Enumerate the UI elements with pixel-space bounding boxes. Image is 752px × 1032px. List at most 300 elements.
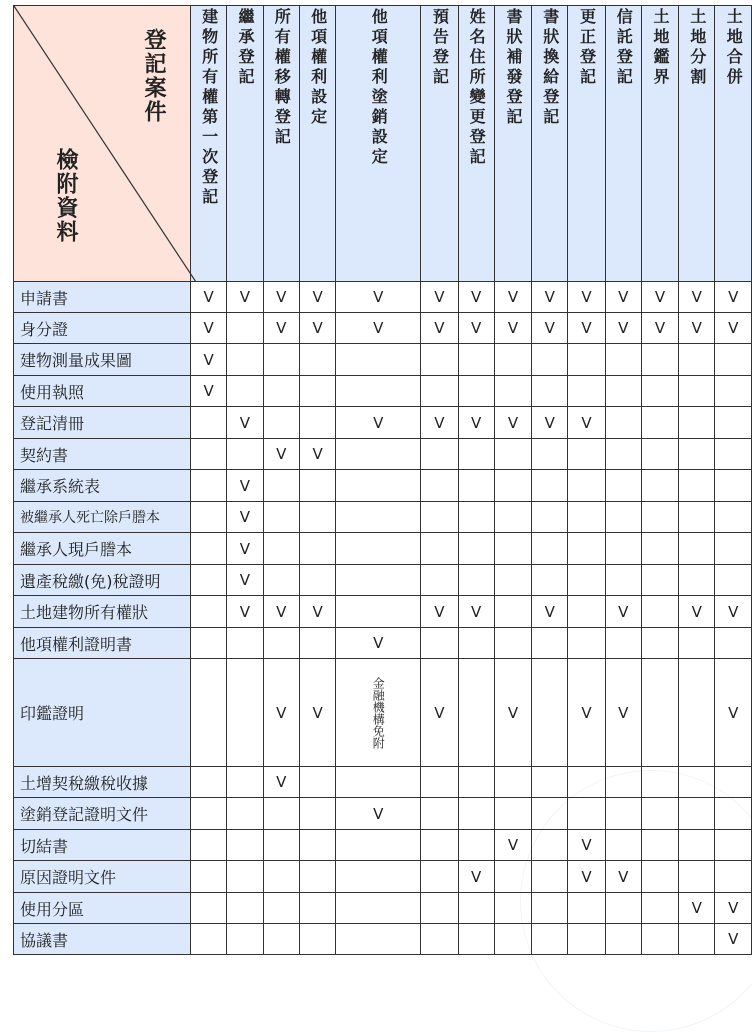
empty-cell (715, 565, 752, 596)
check-mark: V (421, 282, 458, 313)
check-mark: V (190, 282, 226, 313)
empty-cell (605, 407, 641, 439)
table-row (14, 596, 752, 628)
empty-cell (190, 470, 226, 502)
column-header (605, 6, 641, 282)
empty-cell (299, 565, 335, 596)
check-mark: V (494, 407, 531, 439)
empty-cell (494, 502, 531, 533)
empty-cell (227, 924, 263, 955)
check-mark: V (605, 313, 641, 344)
check-mark: V (227, 565, 263, 596)
empty-cell (715, 628, 752, 659)
column-header-label: 姓名住所變更登記 (467, 8, 487, 168)
empty-cell (227, 798, 263, 830)
empty-cell (458, 376, 494, 407)
check-mark: V (263, 659, 299, 767)
check-mark: V (715, 313, 752, 344)
check-mark: V (532, 407, 568, 439)
empty-cell (568, 344, 605, 376)
check-mark: V (336, 313, 421, 344)
corner-diagonal-line (14, 6, 196, 282)
column-header (679, 6, 715, 282)
empty-cell (679, 533, 715, 565)
column-header-label: 更正登記 (577, 8, 597, 88)
column-header-label: 建物所有權第一次登記 (199, 8, 219, 208)
check-mark: V (532, 596, 568, 628)
table-row (14, 282, 752, 313)
table-row (14, 893, 752, 924)
empty-cell (190, 659, 226, 767)
empty-cell (568, 502, 605, 533)
column-header (458, 6, 494, 282)
empty-cell (532, 628, 568, 659)
empty-cell (421, 344, 458, 376)
empty-cell (715, 798, 752, 830)
column-header (494, 6, 531, 282)
empty-cell (421, 861, 458, 893)
empty-cell (263, 565, 299, 596)
column-header-label: 他項權利塗銷設定 (369, 8, 389, 168)
empty-cell (421, 439, 458, 470)
empty-cell (263, 798, 299, 830)
empty-cell (494, 376, 531, 407)
empty-cell (715, 407, 752, 439)
empty-cell (679, 767, 715, 798)
check-mark: V (299, 596, 335, 628)
check-mark: V (336, 282, 421, 313)
check-mark: V (532, 282, 568, 313)
empty-cell (494, 470, 531, 502)
empty-cell (568, 533, 605, 565)
check-mark: V (605, 659, 641, 767)
empty-cell (679, 439, 715, 470)
column-header-label: 土地鑑界 (651, 8, 671, 88)
empty-cell (494, 767, 531, 798)
check-mark: V (715, 282, 752, 313)
empty-cell (494, 439, 531, 470)
row-label: 被繼承人死亡除戶謄本 (14, 502, 191, 533)
table-row (14, 502, 752, 533)
empty-cell (336, 376, 421, 407)
empty-cell (715, 376, 752, 407)
column-header-label: 繼承登記 (235, 8, 255, 88)
header-row (14, 6, 752, 282)
empty-cell (336, 470, 421, 502)
table-row (14, 376, 752, 407)
column-header (641, 6, 678, 282)
empty-cell (532, 767, 568, 798)
row-label: 原因證明文件 (14, 861, 191, 893)
empty-cell (336, 893, 421, 924)
check-mark: V (679, 893, 715, 924)
column-header-label: 土地分割 (687, 8, 707, 88)
empty-cell (641, 565, 678, 596)
empty-cell (641, 439, 678, 470)
empty-cell (568, 565, 605, 596)
empty-cell (421, 924, 458, 955)
registration-requirements-table (13, 5, 752, 955)
check-mark: V (263, 596, 299, 628)
check-mark: V (263, 282, 299, 313)
row-label: 土地建物所有權狀 (14, 596, 191, 628)
empty-cell (421, 565, 458, 596)
empty-cell (336, 344, 421, 376)
column-header-label: 書狀換給登記 (540, 8, 560, 128)
empty-cell (605, 798, 641, 830)
empty-cell (458, 659, 494, 767)
check-mark: V (568, 861, 605, 893)
row-label: 土增契稅繳稅收據 (14, 767, 191, 798)
empty-cell (715, 830, 752, 861)
empty-cell (190, 439, 226, 470)
column-header (336, 6, 421, 282)
column-header (532, 6, 568, 282)
check-mark: V (190, 376, 226, 407)
row-label: 契約書 (14, 439, 191, 470)
empty-cell (605, 830, 641, 861)
empty-cell (336, 565, 421, 596)
empty-cell (494, 628, 531, 659)
empty-cell (299, 830, 335, 861)
empty-cell (679, 830, 715, 861)
row-label: 使用分區 (14, 893, 191, 924)
empty-cell (227, 830, 263, 861)
table-row (14, 830, 752, 861)
column-header-label: 他項權利設定 (308, 8, 328, 128)
empty-cell (532, 533, 568, 565)
check-mark: V (421, 407, 458, 439)
check-mark: V (421, 659, 458, 767)
check-mark: V (227, 282, 263, 313)
empty-cell (679, 407, 715, 439)
empty-cell (568, 439, 605, 470)
empty-cell (494, 893, 531, 924)
column-header (299, 6, 335, 282)
check-mark: V (494, 830, 531, 861)
check-mark: V (336, 407, 421, 439)
empty-cell (494, 924, 531, 955)
empty-cell (421, 830, 458, 861)
empty-cell (641, 767, 678, 798)
check-mark: V (263, 439, 299, 470)
table-row (14, 470, 752, 502)
empty-cell (458, 830, 494, 861)
empty-cell (641, 830, 678, 861)
check-mark: V (679, 313, 715, 344)
empty-cell (227, 767, 263, 798)
empty-cell (605, 767, 641, 798)
column-header (227, 6, 263, 282)
empty-cell (679, 924, 715, 955)
row-label: 切結書 (14, 830, 191, 861)
check-mark: V (532, 313, 568, 344)
empty-cell (190, 407, 226, 439)
empty-cell (421, 893, 458, 924)
row-label: 建物測量成果圖 (14, 344, 191, 376)
corner-header (14, 6, 191, 282)
empty-cell (299, 798, 335, 830)
empty-cell (605, 565, 641, 596)
check-mark: V (227, 470, 263, 502)
empty-cell (263, 628, 299, 659)
column-header-label: 信託登記 (614, 8, 634, 88)
empty-cell (605, 470, 641, 502)
empty-cell (715, 470, 752, 502)
check-mark: V (715, 659, 752, 767)
empty-cell (336, 502, 421, 533)
empty-cell (299, 376, 335, 407)
row-label: 塗銷登記證明文件 (14, 798, 191, 830)
empty-cell (421, 502, 458, 533)
check-mark: V (494, 282, 531, 313)
empty-cell (532, 830, 568, 861)
empty-cell (532, 439, 568, 470)
row-label: 申請書 (14, 282, 191, 313)
empty-cell (605, 628, 641, 659)
table-row (14, 861, 752, 893)
empty-cell (421, 376, 458, 407)
check-mark: V (227, 596, 263, 628)
empty-cell (299, 893, 335, 924)
empty-cell (190, 533, 226, 565)
check-mark: V (458, 861, 494, 893)
empty-cell (458, 565, 494, 596)
empty-cell (532, 659, 568, 767)
check-mark: V (458, 282, 494, 313)
row-label: 身分證 (14, 313, 191, 344)
check-mark: V (458, 313, 494, 344)
check-mark: V (715, 893, 752, 924)
empty-cell (605, 502, 641, 533)
table-row (14, 439, 752, 470)
check-mark: V (421, 596, 458, 628)
empty-cell (641, 798, 678, 830)
empty-cell (299, 502, 335, 533)
row-label: 他項權利證明書 (14, 628, 191, 659)
empty-cell (299, 470, 335, 502)
check-mark: V (568, 313, 605, 344)
empty-cell (568, 798, 605, 830)
empty-cell (532, 893, 568, 924)
row-label: 印鑑證明 (14, 659, 191, 767)
check-mark: V (641, 313, 678, 344)
column-header (715, 6, 752, 282)
empty-cell (336, 439, 421, 470)
check-mark: V (568, 830, 605, 861)
empty-cell (336, 533, 421, 565)
table-row (14, 565, 752, 596)
empty-cell (568, 767, 605, 798)
empty-cell (421, 533, 458, 565)
check-mark: V (679, 282, 715, 313)
empty-cell (715, 767, 752, 798)
empty-cell (227, 659, 263, 767)
empty-cell (568, 924, 605, 955)
empty-cell (458, 893, 494, 924)
empty-cell (641, 344, 678, 376)
table-row (14, 533, 752, 565)
column-header (263, 6, 299, 282)
empty-cell (641, 502, 678, 533)
empty-cell (263, 376, 299, 407)
empty-cell (299, 861, 335, 893)
empty-cell (190, 565, 226, 596)
table-row (14, 628, 752, 659)
empty-cell (299, 767, 335, 798)
empty-cell (532, 344, 568, 376)
empty-cell (532, 376, 568, 407)
check-mark: V (715, 924, 752, 955)
empty-cell (679, 376, 715, 407)
check-mark: V (458, 596, 494, 628)
check-mark: V (263, 313, 299, 344)
empty-cell (641, 893, 678, 924)
empty-cell (421, 628, 458, 659)
empty-cell (605, 439, 641, 470)
table-row (14, 659, 752, 767)
empty-cell (227, 313, 263, 344)
empty-cell (494, 565, 531, 596)
empty-cell (336, 767, 421, 798)
empty-cell (494, 533, 531, 565)
corner-bottom-label: 檢附資料 (53, 148, 78, 244)
empty-cell (679, 470, 715, 502)
empty-cell (227, 344, 263, 376)
empty-cell (263, 924, 299, 955)
check-mark: V (568, 659, 605, 767)
table-row (14, 798, 752, 830)
table-row (14, 924, 752, 955)
table-body (14, 282, 752, 955)
empty-cell (336, 924, 421, 955)
check-mark: V (715, 596, 752, 628)
empty-cell (190, 830, 226, 861)
check-mark: V (458, 407, 494, 439)
empty-cell (494, 596, 531, 628)
empty-cell (679, 861, 715, 893)
check-mark: V (494, 313, 531, 344)
empty-cell (458, 344, 494, 376)
cell-note (336, 659, 421, 767)
empty-cell (568, 376, 605, 407)
column-header-label: 書狀補發登記 (503, 8, 523, 128)
check-mark: V (227, 533, 263, 565)
check-mark: V (263, 767, 299, 798)
check-mark: V (227, 502, 263, 533)
check-mark: V (299, 659, 335, 767)
check-mark: V (568, 282, 605, 313)
empty-cell (190, 861, 226, 893)
empty-cell (190, 893, 226, 924)
corner-top-label: 登記案件 (141, 28, 166, 124)
check-mark: V (568, 407, 605, 439)
empty-cell (605, 376, 641, 407)
empty-cell (532, 924, 568, 955)
check-mark: V (190, 313, 226, 344)
empty-cell (715, 344, 752, 376)
table-row (14, 767, 752, 798)
check-mark: V (336, 628, 421, 659)
empty-cell (227, 628, 263, 659)
empty-cell (227, 376, 263, 407)
empty-cell (227, 861, 263, 893)
empty-cell (263, 533, 299, 565)
empty-cell (458, 439, 494, 470)
column-header (421, 6, 458, 282)
column-header-label: 所有權移轉登記 (272, 8, 292, 148)
empty-cell (421, 767, 458, 798)
empty-cell (263, 893, 299, 924)
empty-cell (605, 893, 641, 924)
empty-cell (532, 798, 568, 830)
empty-cell (263, 861, 299, 893)
check-mark: V (299, 439, 335, 470)
empty-cell (641, 376, 678, 407)
empty-cell (568, 628, 605, 659)
empty-cell (336, 596, 421, 628)
row-label: 使用執照 (14, 376, 191, 407)
table-row (14, 407, 752, 439)
empty-cell (568, 893, 605, 924)
row-label: 繼承人現戶謄本 (14, 533, 191, 565)
empty-cell (263, 830, 299, 861)
empty-cell (336, 861, 421, 893)
empty-cell (532, 502, 568, 533)
empty-cell (641, 628, 678, 659)
table-row (14, 313, 752, 344)
empty-cell (568, 470, 605, 502)
empty-cell (299, 407, 335, 439)
column-header-label: 預告登記 (430, 8, 450, 88)
empty-cell (263, 502, 299, 533)
empty-cell (190, 798, 226, 830)
empty-cell (190, 767, 226, 798)
check-mark: V (605, 282, 641, 313)
empty-cell (679, 659, 715, 767)
empty-cell (715, 861, 752, 893)
empty-cell (458, 628, 494, 659)
empty-cell (458, 798, 494, 830)
empty-cell (494, 798, 531, 830)
row-label: 繼承系統表 (14, 470, 191, 502)
check-mark: V (641, 282, 678, 313)
empty-cell (458, 470, 494, 502)
empty-cell (263, 470, 299, 502)
empty-cell (227, 439, 263, 470)
empty-cell (641, 861, 678, 893)
check-mark: V (605, 596, 641, 628)
empty-cell (458, 767, 494, 798)
check-mark: V (679, 596, 715, 628)
check-mark: V (421, 313, 458, 344)
empty-cell (458, 502, 494, 533)
row-label: 登記清冊 (14, 407, 191, 439)
empty-cell (494, 861, 531, 893)
empty-cell (421, 470, 458, 502)
empty-cell (227, 893, 263, 924)
empty-cell (605, 533, 641, 565)
empty-cell (641, 596, 678, 628)
empty-cell (679, 798, 715, 830)
empty-cell (715, 533, 752, 565)
empty-cell (190, 596, 226, 628)
empty-cell (263, 344, 299, 376)
empty-cell (190, 924, 226, 955)
table-row (14, 344, 752, 376)
check-mark: V (299, 282, 335, 313)
empty-cell (679, 565, 715, 596)
